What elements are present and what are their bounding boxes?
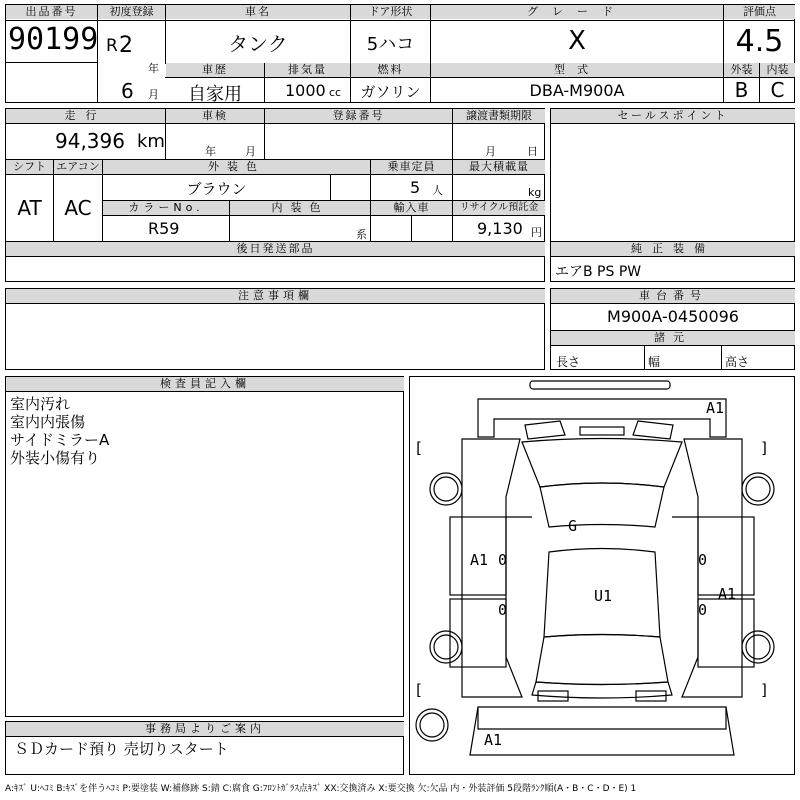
- transfer-label: 譲渡書類期限: [453, 109, 545, 123]
- displacement: 1000: [285, 81, 326, 100]
- model-label: 型式: [431, 63, 723, 77]
- office-label: 事務局よりご案内: [6, 722, 404, 736]
- ext-color-label: 外装色: [103, 160, 370, 174]
- transfer-month-unit: 月: [485, 145, 496, 158]
- zero-mark: 0: [498, 551, 508, 569]
- shift-label: シフト: [6, 160, 53, 174]
- door: 5ハコ: [366, 34, 415, 55]
- int-color-label: 内装色: [230, 201, 370, 215]
- zero-mark: 0: [698, 601, 708, 619]
- inspector-line: 室内汚れ: [10, 395, 71, 413]
- sales-point-label: セールスポイント: [551, 109, 795, 123]
- notes-label: 注意事項欄: [6, 289, 545, 303]
- capacity-unit: 人: [432, 184, 443, 197]
- ext-color: ブラウン: [186, 180, 247, 198]
- mileage: 94,396: [55, 129, 125, 153]
- bracket: ]: [760, 681, 770, 699]
- length-label: 長さ: [556, 355, 581, 369]
- damage-diagram: [409, 376, 795, 775]
- chassis: M900A-0450096: [607, 307, 739, 326]
- equipment-label: 純正装備: [551, 242, 795, 256]
- lot-no: 90199: [8, 22, 99, 57]
- car-outline-diagram: [410, 377, 794, 774]
- mark-rear-bumper: A1: [484, 731, 503, 749]
- shift: AT: [17, 196, 42, 220]
- history-label: 車歴: [166, 63, 264, 77]
- int-color-unit: 系: [356, 228, 367, 241]
- office-note: ＳＤカード預り 売切りスタート: [14, 740, 229, 758]
- inspector-label: 検査員記入欄: [6, 377, 404, 391]
- score: 4.5: [735, 24, 784, 59]
- fuel-label: 燃料: [351, 63, 430, 77]
- capacity: 5: [410, 178, 421, 197]
- displacement-label: 排気量: [265, 63, 350, 77]
- max-load-unit: kg: [528, 186, 542, 199]
- ac-label: エアコン: [54, 160, 102, 174]
- score-label: 評価点: [724, 5, 795, 19]
- fuel: ガソリン: [360, 83, 421, 101]
- mark-left-front-door: A1: [470, 551, 489, 569]
- later-parts-label: 後日発送部品: [6, 242, 545, 256]
- interior-grade: C: [770, 78, 785, 102]
- chassis-label: 車台番号: [551, 289, 795, 303]
- inspector-line: サイドミラーA: [10, 431, 110, 449]
- bracket: [: [414, 681, 424, 699]
- model: DBA-M900A: [529, 81, 625, 100]
- max-load-label: 最大積載量: [453, 160, 545, 174]
- color-no-label: カラーNo.: [103, 201, 229, 215]
- width-label: 幅: [648, 355, 661, 369]
- inspector-line: 外装小傷有り: [10, 449, 101, 467]
- zero-mark: 0: [698, 551, 708, 569]
- height-label: 高さ: [725, 355, 750, 369]
- reg-year: 2: [119, 33, 133, 58]
- month-unit: 月: [148, 88, 159, 101]
- reg-month: 6: [121, 79, 134, 103]
- exterior-label: 外装: [724, 63, 759, 77]
- first-reg-label: 初度登録: [98, 5, 165, 19]
- zero-mark: 0: [498, 601, 508, 619]
- door-label: ドア形状: [351, 5, 430, 19]
- year-unit: 年: [148, 62, 159, 75]
- bracket: [: [414, 439, 424, 457]
- inspector-line: 室内内張傷: [10, 413, 86, 431]
- grade-label: グレード: [431, 5, 723, 19]
- sales-point-box: [550, 108, 795, 242]
- import-label: 輸入車: [371, 201, 452, 215]
- recycle-unit: 円: [531, 226, 542, 239]
- displacement-unit: cc: [329, 86, 342, 99]
- interior-label: 内装: [760, 63, 795, 77]
- mark-right-rear-door: A1: [718, 585, 737, 603]
- dims-label: 諸元: [551, 331, 795, 345]
- recycle-label: リサイクル預託金: [453, 201, 545, 215]
- color-no: R59: [148, 219, 180, 238]
- recycle: 9,130: [477, 219, 523, 238]
- mark-windshield: G: [568, 517, 578, 535]
- mark-roof: U1: [594, 587, 613, 605]
- grade: X: [568, 26, 586, 56]
- mileage-unit: km: [137, 131, 165, 152]
- car-name-label: 車名: [166, 5, 350, 19]
- mark-front-bumper: A1: [706, 399, 725, 417]
- capacity-label: 乗車定員: [371, 160, 452, 174]
- bracket: ]: [760, 439, 770, 457]
- equipment: エアB PS PW: [555, 264, 642, 280]
- legend-text: A:ｷｽﾞ U:ﾍｺﾐ B:ｷｽﾞを伴うﾍｺﾐ P:要塗装 W:補修跡 S:錆 C:腐食 G:ﾌﾛﾝﾄｶﾞﾗｽ点ｷｽﾞ XX:交換済み X:要交換 欠:欠品 内・外装評価 5段階ﾗﾝｸ順(A・B・C・D・E) 1: [5, 784, 637, 794]
- inspection-year-unit: 年: [205, 145, 216, 158]
- car-name: タンク: [228, 32, 288, 56]
- ac: AC: [64, 196, 92, 220]
- inspection-label: 車検: [166, 109, 264, 123]
- inspection-month-unit: 月: [245, 145, 256, 158]
- mileage-label: 走行: [6, 109, 165, 123]
- exterior-grade: B: [734, 78, 749, 102]
- lot-no-label: 出品番号: [6, 5, 97, 19]
- history: 自家用: [188, 84, 242, 105]
- era: R: [106, 36, 118, 56]
- transfer-day-unit: 日: [527, 145, 538, 158]
- plate-label: 登録番号: [265, 109, 452, 123]
